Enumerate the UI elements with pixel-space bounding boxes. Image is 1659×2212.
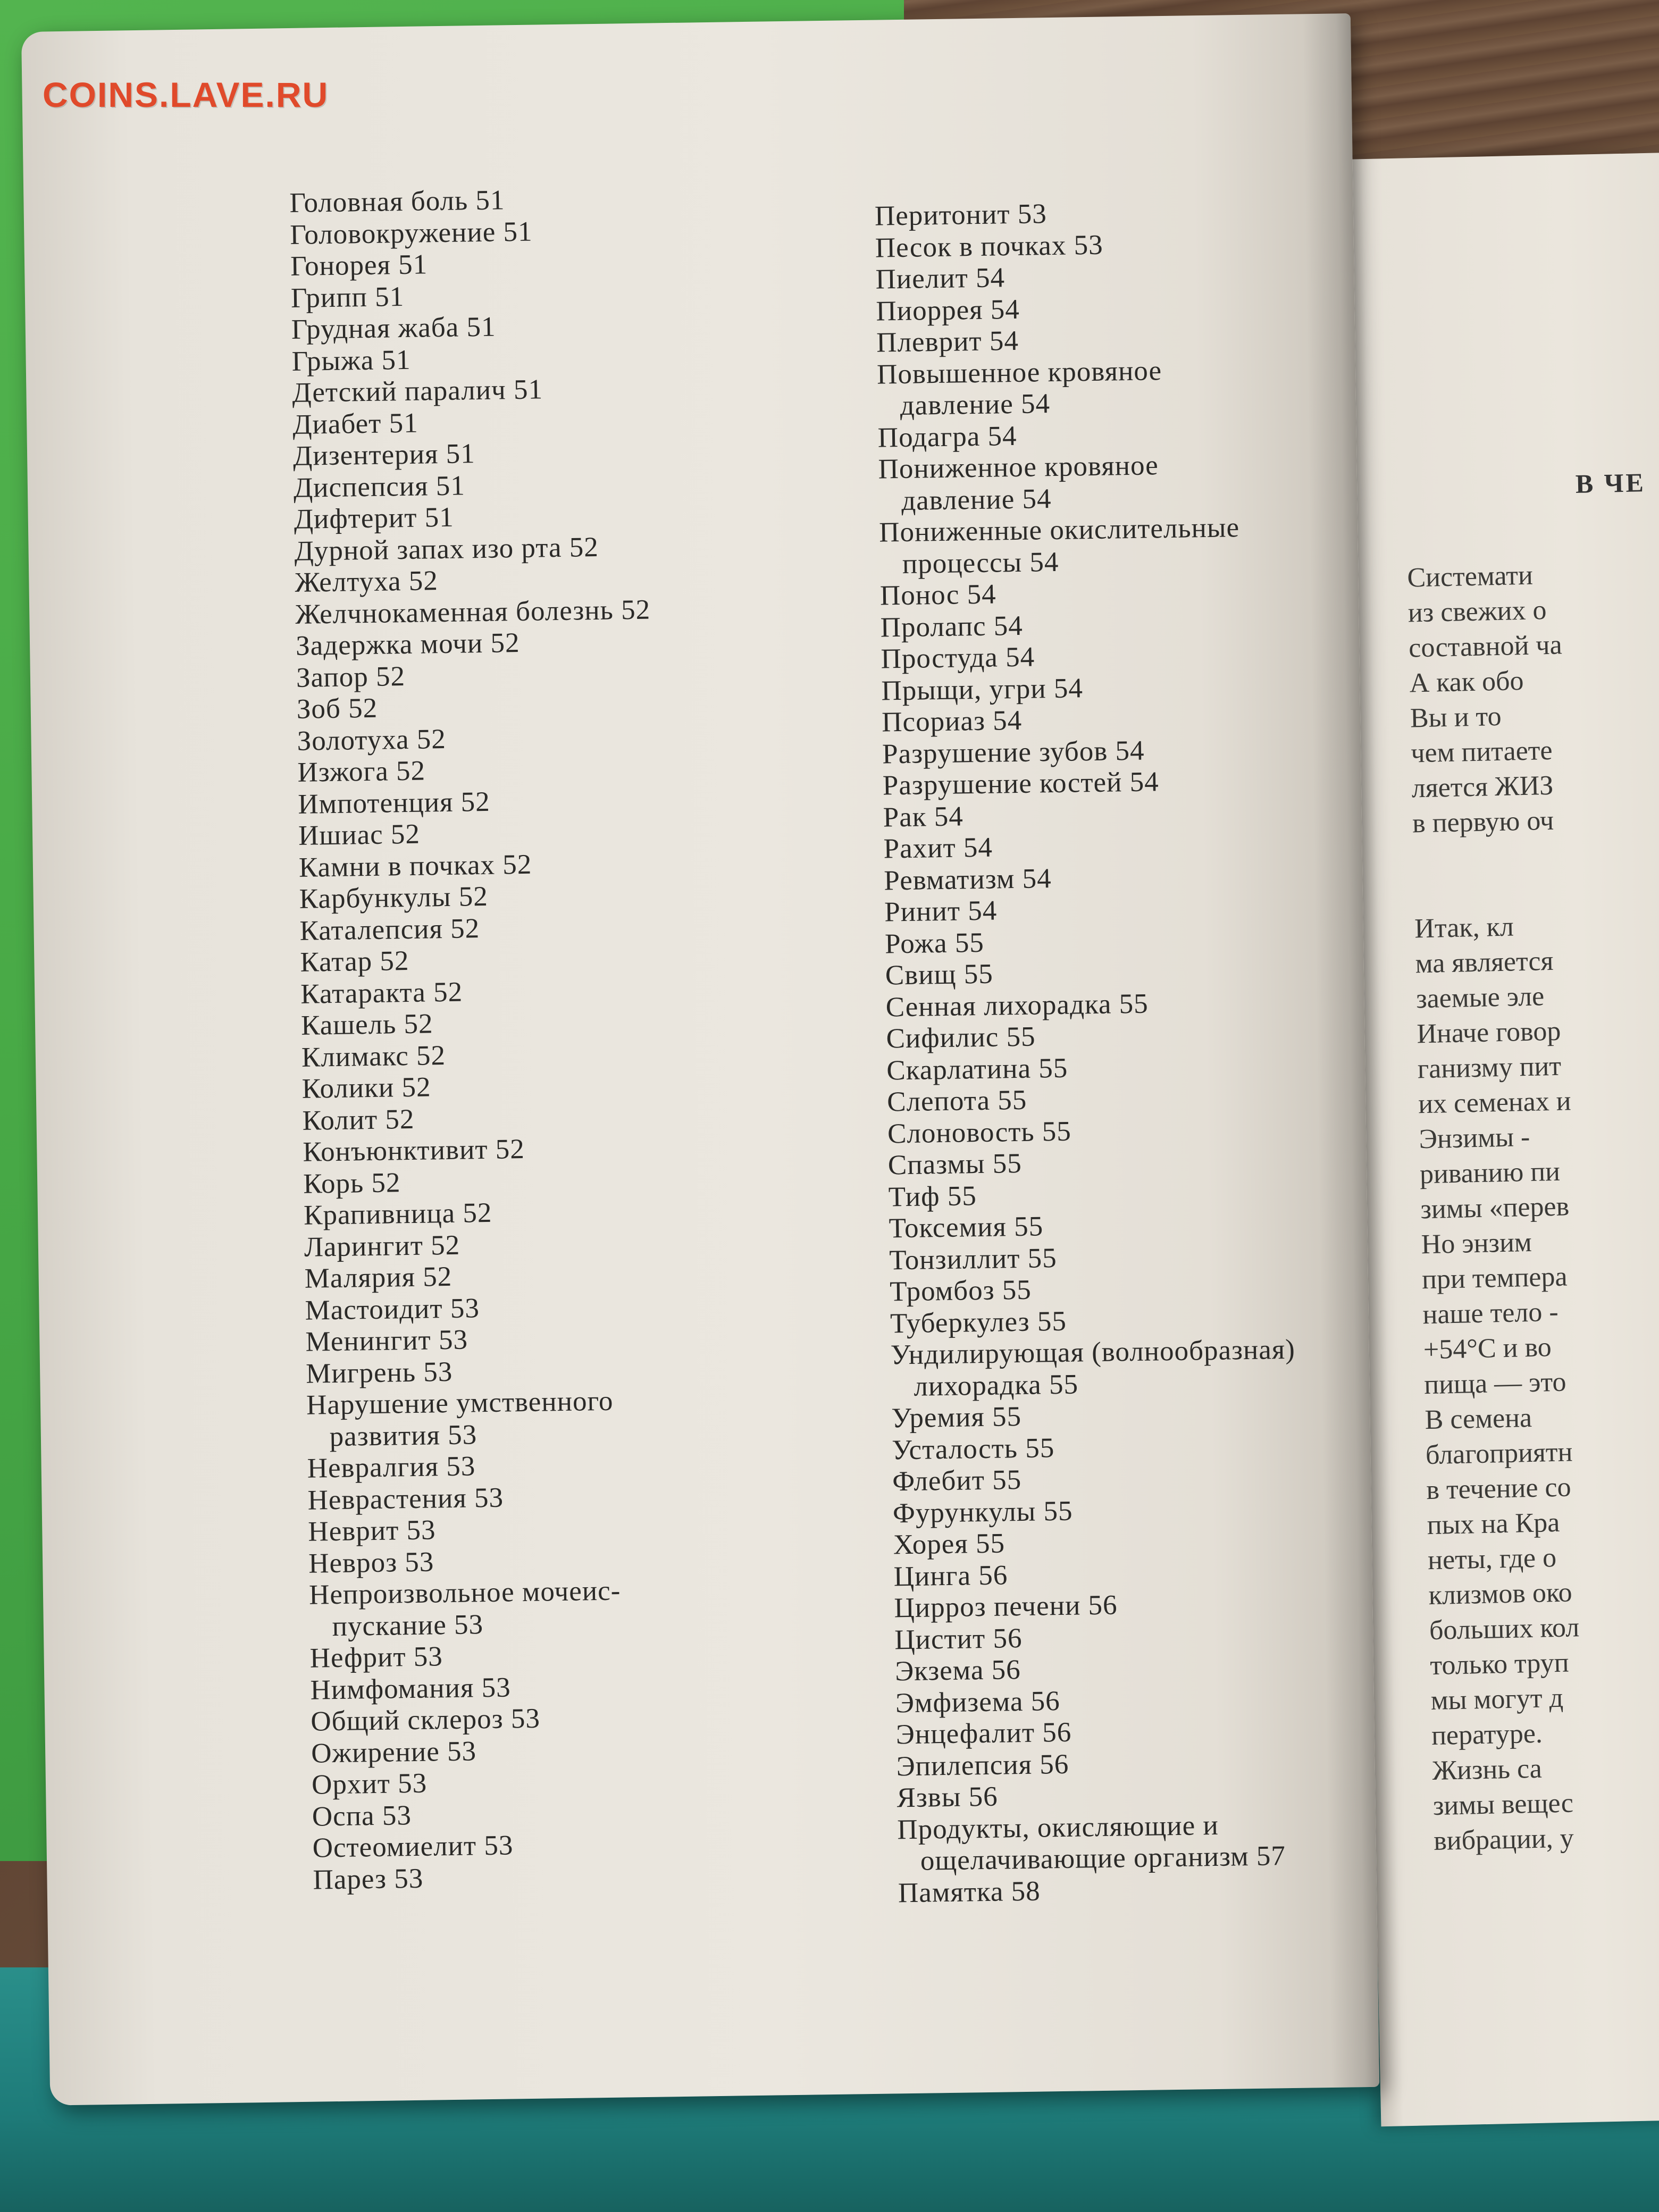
right-page-line: их семенах и — [1418, 1086, 1572, 1120]
index-entry: Рахит 54 — [883, 832, 993, 865]
index-entry: Нефрит 53 — [309, 1641, 443, 1674]
index-entry: Грудная жаба 51 — [291, 311, 496, 345]
index-entry: Подагра 54 — [877, 420, 1017, 454]
index-entry: Ревматизм 54 — [884, 862, 1052, 896]
index-entry: Кашель 52 — [300, 1008, 433, 1041]
index-entry: Эпилепсия 56 — [896, 1748, 1069, 1782]
index-entry: Головокружение 51 — [289, 216, 533, 250]
index-entry: Эмфизема 56 — [895, 1685, 1061, 1719]
index-entry: давление 54 — [877, 388, 1051, 422]
index-entry: Экзема 56 — [894, 1654, 1021, 1687]
index-entry: Усталость 55 — [891, 1432, 1055, 1465]
index-entry: Детский паралич 51 — [292, 374, 543, 408]
index-entry: Цирроз печени 56 — [894, 1589, 1118, 1624]
index-entry: Уремия 55 — [891, 1401, 1022, 1434]
index-entry: Слепота 55 — [886, 1084, 1027, 1118]
right-page-line: зимы «перев — [1420, 1191, 1570, 1225]
index-entry: Грипп 51 — [290, 281, 405, 314]
right-page-line: Но энзим — [1421, 1227, 1532, 1260]
index-entry: Нимфомания 53 — [310, 1671, 512, 1706]
index-column-left — [289, 180, 845, 1896]
right-page-line: зимы вещес — [1432, 1788, 1574, 1822]
index-entry: Разрушение костей 54 — [882, 766, 1160, 801]
right-page-line: благоприятн — [1425, 1437, 1573, 1471]
index-entry: Псориаз 54 — [881, 705, 1023, 738]
index-entry: Флебит 55 — [892, 1464, 1022, 1497]
index-entry: Невралгия 53 — [307, 1451, 476, 1484]
index-entry: Язвы 56 — [896, 1781, 999, 1814]
right-page-line: В семена — [1425, 1402, 1532, 1436]
right-page-line: мы могут д — [1430, 1682, 1564, 1716]
index-entry: Головная боль 51 — [289, 185, 505, 219]
index-entry: Парез 53 — [313, 1863, 424, 1896]
index-entry: Каталепсия 52 — [299, 912, 480, 946]
right-page-line: из свежих о — [1407, 595, 1547, 629]
right-page-line: пых на Кра — [1427, 1507, 1560, 1541]
right-page-line: пературе. — [1431, 1718, 1543, 1752]
index-entry: Конъюнктивит 52 — [303, 1133, 525, 1168]
index-entry: Пониженное кровяное — [878, 450, 1159, 485]
index-entry: Мастоидит 53 — [305, 1292, 480, 1326]
index-entry: Хорея 55 — [893, 1528, 1006, 1561]
index-entry: давление 54 — [878, 483, 1052, 517]
watermark: COINS.LAVE.RU — [43, 75, 329, 114]
index-entry: Нарушение умственного — [306, 1385, 614, 1421]
index-entry: Золотуха 52 — [297, 723, 447, 757]
index-entry: Катаракта 52 — [300, 976, 463, 1010]
index-entry: Непроизвольное мочеис- — [308, 1575, 621, 1611]
index-entry: Пиелит 54 — [875, 262, 1006, 295]
index-entry: Камни в почках 52 — [298, 849, 532, 883]
index-entry: процессы 54 — [879, 546, 1059, 580]
index-entry: Продукты, окисляющие и — [896, 1809, 1219, 1845]
index-entry: Простуда 54 — [881, 641, 1035, 675]
index-entry: Спазмы 55 — [887, 1147, 1023, 1181]
index-entry: Грыжа 51 — [291, 344, 411, 377]
right-page-line: Энзимы - — [1419, 1121, 1530, 1155]
index-entry: Остеомиелит 53 — [312, 1830, 514, 1864]
right-page-line: ма является — [1415, 945, 1554, 979]
index-entry: Дизентерия 51 — [292, 438, 476, 472]
right-page-line: в течение со — [1426, 1472, 1572, 1506]
index-entry: Диабет 51 — [292, 407, 418, 440]
index-entry: Слоновость 55 — [887, 1116, 1072, 1149]
index-entry: Орхит 53 — [311, 1767, 428, 1800]
index-entry: Тонзиллит 55 — [889, 1242, 1058, 1276]
index-entry: развития 53 — [306, 1419, 477, 1453]
right-page-line: Иначе говор — [1416, 1016, 1561, 1050]
left-book-page — [21, 13, 1379, 2106]
index-entry: лихорадка 55 — [891, 1368, 1079, 1402]
index-entry: Рожа 55 — [884, 927, 985, 959]
index-entry: ощелачивающие организм 57 — [897, 1840, 1286, 1877]
index-entry: Неврит 53 — [308, 1514, 436, 1547]
index-entry: Ишиас 52 — [298, 818, 421, 851]
index-entry: Пиоррея 54 — [876, 294, 1020, 327]
right-page-line: только труп — [1429, 1647, 1570, 1681]
index-entry: Пролапс 54 — [880, 610, 1024, 643]
index-entry: Корь 52 — [303, 1167, 401, 1200]
index-entry: Тиф 55 — [888, 1180, 977, 1212]
index-entry: Рак 54 — [883, 800, 964, 833]
index-entry: Дурной запах изо рта 52 — [294, 531, 599, 567]
index-entry: Менингит 53 — [305, 1324, 468, 1358]
right-page-line: при темпера — [1421, 1261, 1568, 1295]
index-entry: Запор 52 — [296, 660, 406, 693]
index-entry: пускание 53 — [309, 1608, 484, 1643]
index-entry: Прыщи, угри 54 — [881, 672, 1084, 707]
right-page-line: в первую оч — [1412, 805, 1554, 839]
right-page-line: составной ча — [1408, 630, 1563, 664]
index-entry: Желчнокаменная болезнь 52 — [295, 594, 651, 630]
index-entry: Сифилис 55 — [886, 1021, 1036, 1054]
index-entry: Свищ 55 — [885, 958, 994, 991]
index-entry: Изжога 52 — [297, 755, 426, 788]
right-page-line: неты, где о — [1427, 1543, 1557, 1576]
index-entry: Колит 52 — [302, 1103, 415, 1136]
index-entry: Туберкулез 55 — [890, 1305, 1067, 1339]
index-entry: Диспепсия 51 — [293, 470, 466, 504]
right-page-line: вибрации, у — [1433, 1823, 1574, 1856]
right-page-heading: В ЧЕ — [1575, 467, 1646, 499]
right-page-line: +54°C и во — [1423, 1332, 1552, 1365]
right-page-line: Жизнь са — [1431, 1753, 1543, 1787]
index-entry: Малярия 52 — [304, 1261, 453, 1294]
index-entry: Оспа 53 — [312, 1799, 412, 1832]
right-page-line: ляется ЖИЗ — [1411, 770, 1554, 804]
index-entry: Карбункулы 52 — [299, 881, 489, 915]
index-column-right — [875, 194, 1377, 1909]
index-entry: Токсемия 55 — [889, 1211, 1044, 1244]
right-page-line: ганизму пит — [1417, 1051, 1562, 1085]
right-page-line: Системати — [1406, 560, 1534, 593]
index-entry: Ундилирующая (волнообразная) — [890, 1334, 1296, 1371]
index-entry: Плеврит 54 — [876, 325, 1019, 358]
index-entry: Повышенное кровяное — [876, 355, 1162, 390]
index-entry: Колики 52 — [301, 1071, 431, 1104]
right-book-page — [1340, 152, 1659, 2126]
index-entry: Ожирение 53 — [311, 1735, 477, 1769]
index-entry: Ринит 54 — [884, 895, 998, 928]
right-page-line: пища — это — [1423, 1367, 1566, 1401]
index-entry: Пониженные окислительные — [878, 512, 1240, 548]
right-page-line: больших кол — [1429, 1612, 1580, 1646]
index-entry: Гонорея 51 — [290, 249, 428, 282]
index-entry: Понос 54 — [879, 579, 997, 611]
index-entry: Зоб 52 — [296, 692, 378, 725]
index-entry: Мигрень 53 — [305, 1356, 453, 1389]
right-page-line: наше тело - — [1422, 1296, 1559, 1330]
right-page-line: Вы и то — [1410, 701, 1502, 734]
index-entry: Песок в почках 53 — [875, 229, 1103, 264]
index-entry: Дифтерит 51 — [294, 501, 455, 535]
index-entry: Неврастения 53 — [307, 1482, 504, 1516]
index-entry: Невроз 53 — [308, 1546, 434, 1579]
index-entry: Цистит 56 — [894, 1622, 1023, 1655]
index-entry: Общий склероз 53 — [311, 1703, 541, 1737]
right-page-line: заемые эле — [1415, 981, 1545, 1015]
index-entry: Катар 52 — [300, 945, 409, 978]
right-page-line: чем питаете — [1410, 735, 1553, 769]
index-entry: Тромбоз 55 — [889, 1274, 1032, 1308]
index-entry: Энцефалит 56 — [895, 1716, 1072, 1750]
index-entry: Крапивница 52 — [303, 1197, 492, 1231]
index-entry: Перитонит 53 — [874, 198, 1048, 232]
index-entry: Сенная лихорадка 55 — [885, 988, 1149, 1023]
index-entry: Памятка 58 — [898, 1875, 1041, 1908]
index-entry: Цинга 56 — [893, 1559, 1008, 1592]
index-entry: Задержка мочи 52 — [295, 627, 520, 661]
index-entry: Импотенция 52 — [297, 786, 491, 820]
right-page-line: клизмов око — [1428, 1577, 1573, 1611]
index-entry: Климакс 52 — [301, 1040, 446, 1073]
right-page-line: А как обо — [1409, 665, 1524, 699]
index-entry: Скарлатина 55 — [886, 1052, 1068, 1086]
index-entry: Желтуха 52 — [295, 565, 439, 598]
right-page-line: Итак, кл — [1414, 911, 1514, 944]
index-entry: Ларингит 52 — [304, 1229, 460, 1263]
index-entry: Фурункулы 55 — [892, 1495, 1073, 1529]
index-entry: Разрушение зубов 54 — [882, 735, 1145, 770]
right-page-line: риванию пи — [1419, 1156, 1561, 1190]
